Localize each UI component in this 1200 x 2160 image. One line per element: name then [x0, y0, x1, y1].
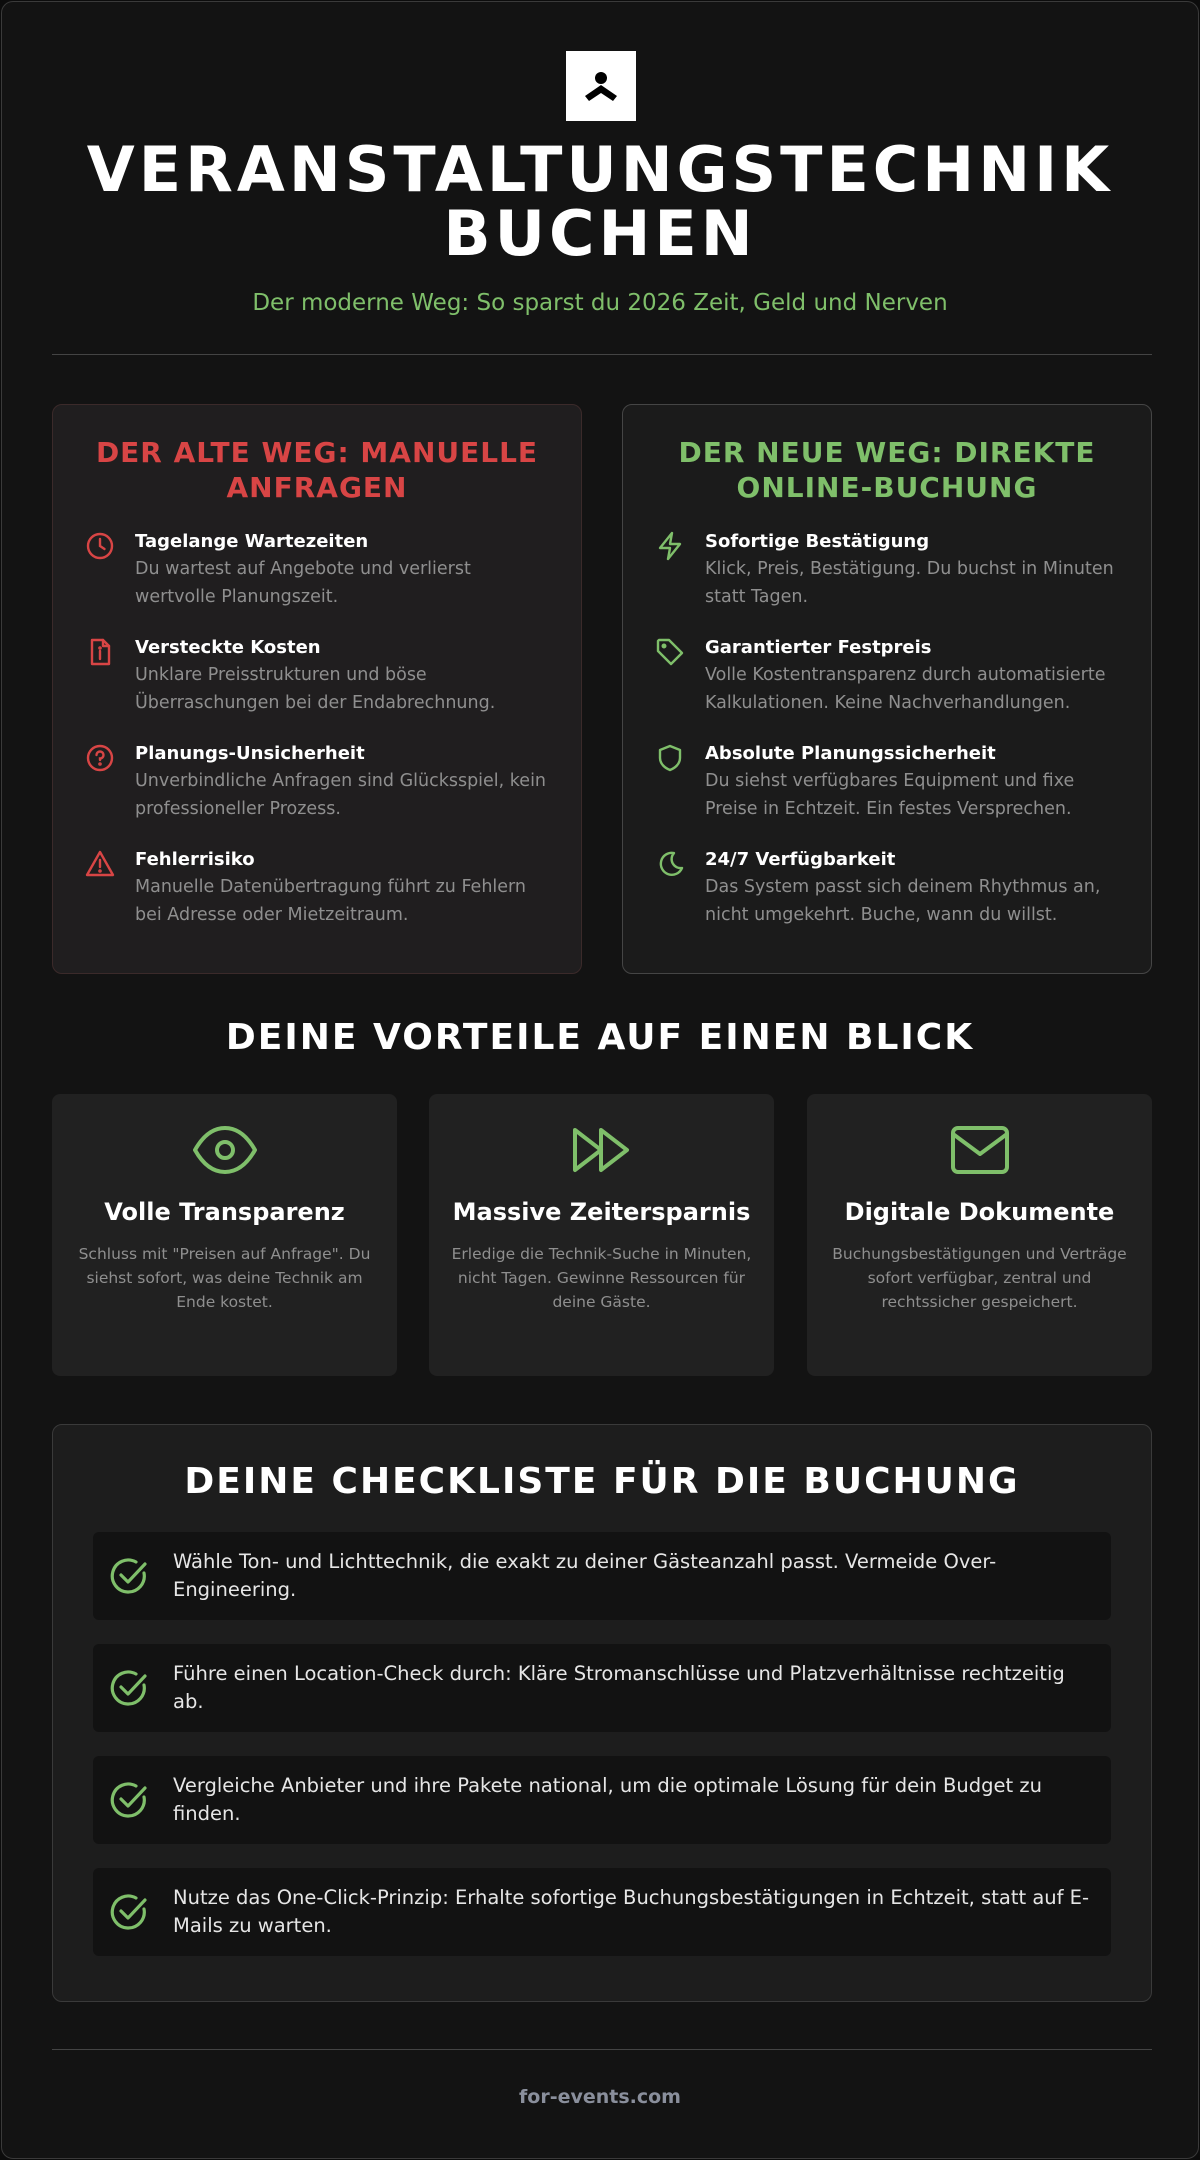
- question-icon: [85, 743, 115, 773]
- footer-link[interactable]: for-events.com: [519, 2086, 681, 2108]
- clock-icon: [85, 531, 115, 561]
- new-way-title: DER NEUE WEG: DIREKTE ONLINE-BUCHUNG: [678, 436, 1096, 504]
- new-way-item: [653, 743, 1121, 823]
- benefit-card: [429, 1094, 774, 1376]
- checklist-text: Wähle Ton- und Lichttechnik, die exakt zu deiner Gästeanzahl passt. Vermeide Over-Engineering.: [173, 1550, 997, 1601]
- brand-logo: [566, 51, 636, 121]
- item-title: Absolute Planungssicherheit: [705, 743, 996, 764]
- item-title: Planungs-Unsicherheit: [135, 743, 365, 764]
- check-circle-icon: [109, 1668, 149, 1708]
- old-way-panel: [52, 404, 582, 974]
- checklist-item: [93, 1756, 1111, 1844]
- benefit-desc: Buchungsbestätigungen und Verträge sofort verfügbar, zentral und rechtssicher gespeichert.: [832, 1245, 1127, 1311]
- item-title: Versteckte Kosten: [135, 637, 321, 658]
- check-circle-icon: [109, 1892, 149, 1932]
- benefit-title: Massive Zeitersparnis: [452, 1198, 751, 1226]
- moon-icon: [655, 849, 685, 879]
- item-title: Garantierter Festpreis: [705, 637, 932, 658]
- item-desc: Unverbindliche Anfragen sind Glücksspiel, kein professioneller Prozess.: [135, 771, 547, 819]
- checklist-panel: [52, 1424, 1152, 2002]
- new-way-panel: [622, 404, 1152, 974]
- mail-icon: [947, 1122, 1013, 1178]
- old-way-item: [83, 637, 551, 717]
- item-desc: Du wartest auf Angebote und verlierst wertvolle Planungszeit.: [135, 559, 471, 607]
- benefits-title: DEINE VORTEILE AUF EINEN BLICK: [225, 1017, 975, 1058]
- item-desc: Klick, Preis, Bestätigung. Du buchst in Minuten statt Tagen.: [705, 559, 1114, 607]
- fast-forward-icon: [569, 1122, 635, 1178]
- old-way-item: [83, 743, 551, 823]
- checklist-text: Vergleiche Anbieter und ihre Pakete national, um die optimale Lösung für dein Budget zu finden.: [173, 1774, 1042, 1825]
- old-way-item: [83, 531, 551, 611]
- shield-icon: [655, 743, 685, 773]
- item-title: Tagelange Wartezeiten: [135, 531, 369, 552]
- item-desc: Volle Kostentransparenz durch automatisierte Kalkulationen. Keine Nachverhandlungen.: [705, 665, 1106, 713]
- checklist-text: Nutze das One-Click-Prinzip: Erhalte sofortige Buchungsbestätigungen in Echtzeit, statt auf E-Mails zu warten.: [173, 1886, 1090, 1937]
- item-desc: Unklare Preisstrukturen und böse Überraschungen bei der Endabrechnung.: [135, 665, 496, 713]
- logo-icon: [581, 66, 621, 106]
- benefit-title: Digitale Dokumente: [844, 1198, 1115, 1226]
- checklist-title: DEINE CHECKLISTE FÜR DIE BUCHUNG: [184, 1461, 1020, 1502]
- benefit-desc: Schluss mit "Preisen auf Anfrage". Du siehst sofort, was deine Technik am Ende kostet.: [78, 1245, 371, 1311]
- lightning-icon: [655, 531, 685, 561]
- item-title: 24/7 Verfügbarkeit: [705, 849, 896, 870]
- benefit-desc: Erledige die Technik-Suche in Minuten, nicht Tagen. Gewinne Ressourcen für deine Gäste.: [451, 1245, 752, 1311]
- check-circle-icon: [109, 1556, 149, 1596]
- item-desc: Du siehst verfügbares Equipment und fixe Preise in Echtzeit. Ein festes Versprechen.: [705, 771, 1075, 819]
- old-way-item: [83, 849, 551, 929]
- check-circle-icon: [109, 1780, 149, 1820]
- checklist-item: [93, 1532, 1111, 1620]
- footer-divider: [52, 2049, 1152, 2050]
- benefit-card: [52, 1094, 397, 1376]
- page-title: VERANSTALTUNGSTECHNIK BUCHEN: [86, 133, 1114, 270]
- new-way-item: [653, 849, 1121, 929]
- old-way-title: DER ALTE WEG: MANUELLE ANFRAGEN: [95, 436, 539, 504]
- page-subtitle: Der moderne Weg: So sparst du 2026 Zeit, Geld und Nerven: [252, 290, 948, 316]
- infographic-page: [1, 1, 1199, 2159]
- checklist-item: [93, 1868, 1111, 1956]
- divider: [52, 354, 1152, 355]
- item-title: Fehlerrisiko: [135, 849, 255, 870]
- item-desc: Manuelle Datenübertragung führt zu Fehlern bei Adresse oder Mietzeitraum.: [135, 877, 527, 925]
- item-title: Sofortige Bestätigung: [705, 531, 930, 552]
- checklist-item: [93, 1644, 1111, 1732]
- new-way-item: [653, 531, 1121, 611]
- warning-icon: [85, 849, 115, 879]
- benefit-card: [807, 1094, 1152, 1376]
- document-icon: [85, 637, 115, 667]
- benefit-title: Volle Transparenz: [104, 1198, 345, 1226]
- item-desc: Das System passt sich deinem Rhythmus an, nicht umgekehrt. Buche, wann du willst.: [705, 877, 1101, 925]
- checklist-text: Führe einen Location-Check durch: Kläre Stromanschlüsse und Platzverhältnisse rechtzeitig ab.: [173, 1662, 1065, 1713]
- eye-icon: [192, 1122, 258, 1178]
- new-way-item: [653, 637, 1121, 717]
- tag-icon: [655, 637, 685, 667]
